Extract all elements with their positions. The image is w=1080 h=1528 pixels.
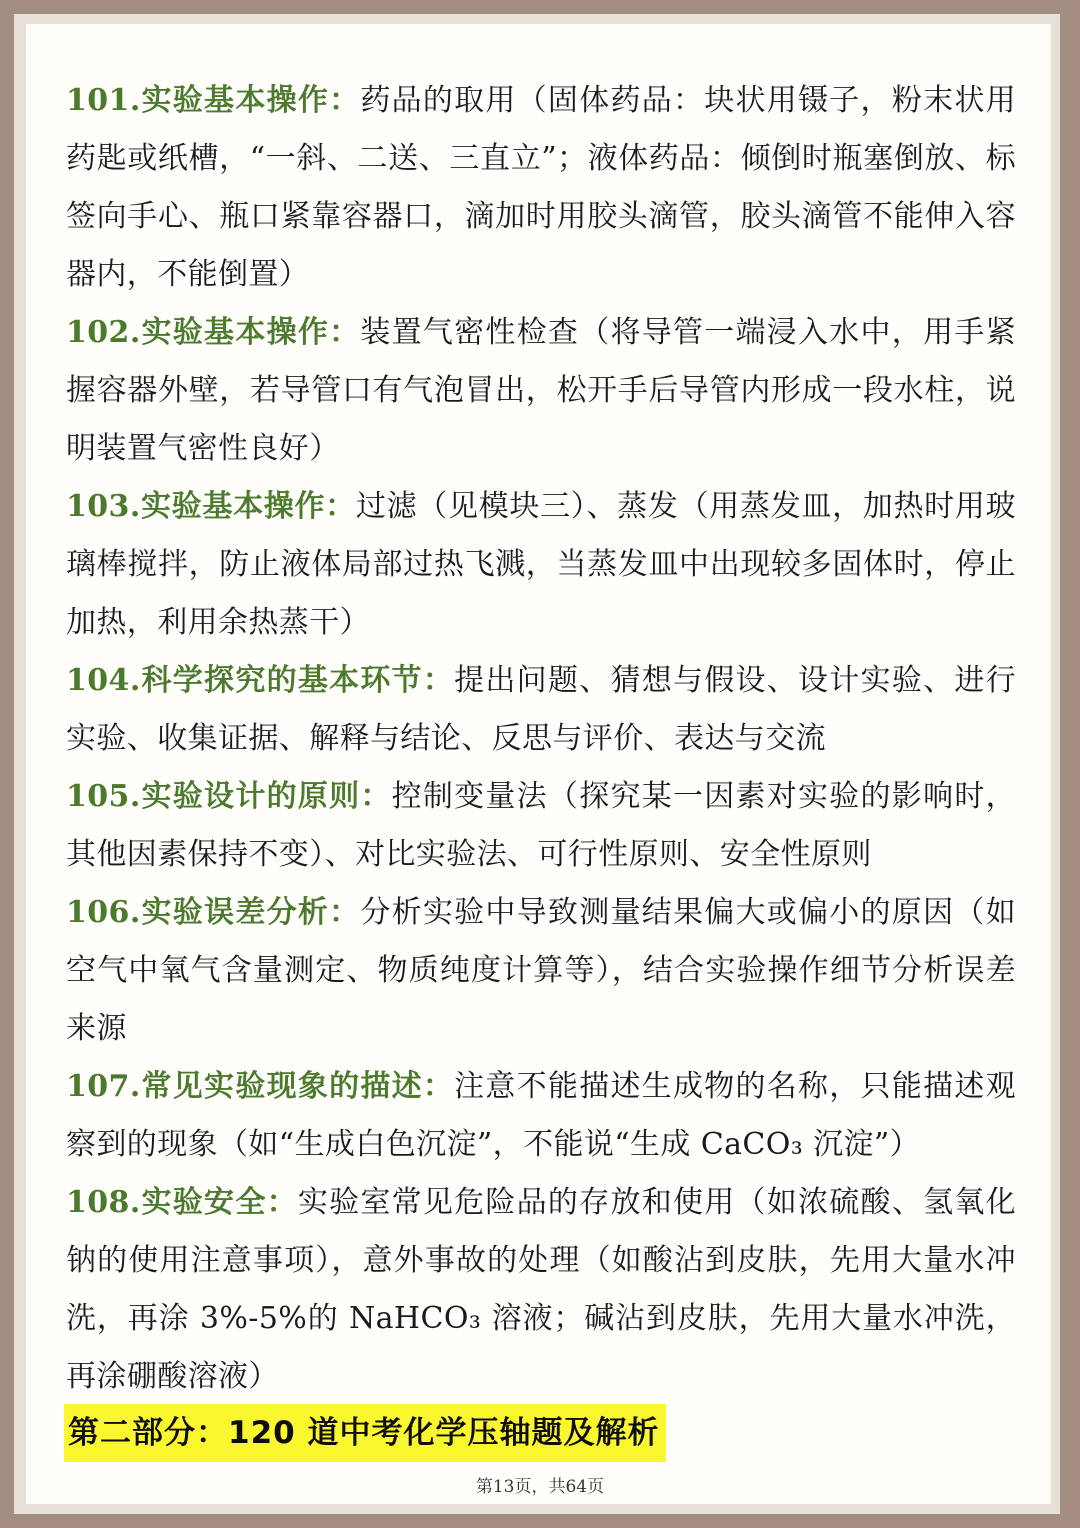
item-text: 注意不能描述生成物的名称，只能描述观察到的现象（如“生成白色沉淀”，不能说“生成 CaCO₃ 沉淀”）: [66, 1069, 1017, 1162]
item-text: 提出问题、猜想与假设、设计实验、进行实验、收集证据、解释与结论、反思与评价、表达与交流: [66, 663, 1017, 756]
item-heading: 102.实验基本操作：: [66, 315, 361, 350]
list-item: [66, 1174, 1016, 1406]
item-text: 过滤（见模块三）、蒸发（用蒸发皿，加热时用玻璃棒搅拌，防止液体局部过热飞溅，当蒸发皿中出现较多固体时，停止加热，利用余热蒸干）: [66, 489, 1016, 640]
document-body: [66, 72, 1016, 1406]
list-item: [66, 884, 1016, 1058]
list-item: [66, 304, 1016, 478]
item-text: 装置气密性检查（将导管一端浸入水中，用手紧握容器外壁，若导管口有气泡冒出，松开手后导管内形成一段水柱，说明装置气密性良好）: [66, 315, 1016, 466]
item-heading: 104.科学探究的基本环节：: [66, 663, 455, 698]
list-item: [66, 1058, 1016, 1174]
item-heading: 105.实验设计的原则：: [66, 779, 392, 814]
item-text: 药品的取用（固体药品：块状用镊子，粉末状用药匙或纸槽，“一斜、二送、三直立”；液体药品：倾倒时瓶塞倒放、标签向手心、瓶口紧靠容器口，滴加时用胶头滴管，胶头滴管不能伸入容器内，不能倒置）: [66, 83, 1016, 292]
item-heading: 108.实验安全：: [66, 1185, 298, 1220]
list-item: [66, 652, 1016, 768]
item-heading: 101.实验基本操作：: [66, 83, 361, 118]
item-heading: 107.常见实验现象的描述：: [66, 1069, 455, 1104]
item-heading: 103.实验基本操作：: [66, 489, 356, 524]
item-text: 实验室常见危险品的存放和使用（如浓硫酸、氢氧化钠的使用注意事项），意外事故的处理（如酸沾到皮肤，先用大量水冲洗，再涂 3%-5%的 NaHCO₃ 溶液；碱沾到皮肤，先用大量水冲洗，再涂硼酸溶液）: [66, 1185, 1016, 1394]
list-item: [66, 478, 1016, 652]
section-title: 第二部分：120 道中考化学压轴题及解析: [64, 1404, 666, 1462]
item-text: 分析实验中导致测量结果偏大或偏小的原因（如空气中氧气含量测定、物质纯度计算等），结合实验操作细节分析误差来源: [66, 895, 1016, 1046]
item-text: 控制变量法（探究某一因素对实验的影响时，其他因素保持不变）、对比实验法、可行性原则、安全性原则: [66, 779, 1016, 872]
page-number: 第13页，共64页: [475, 1477, 605, 1497]
list-item: [66, 768, 1016, 884]
list-item: [66, 72, 1016, 304]
item-heading: 106.实验误差分析：: [66, 895, 361, 930]
